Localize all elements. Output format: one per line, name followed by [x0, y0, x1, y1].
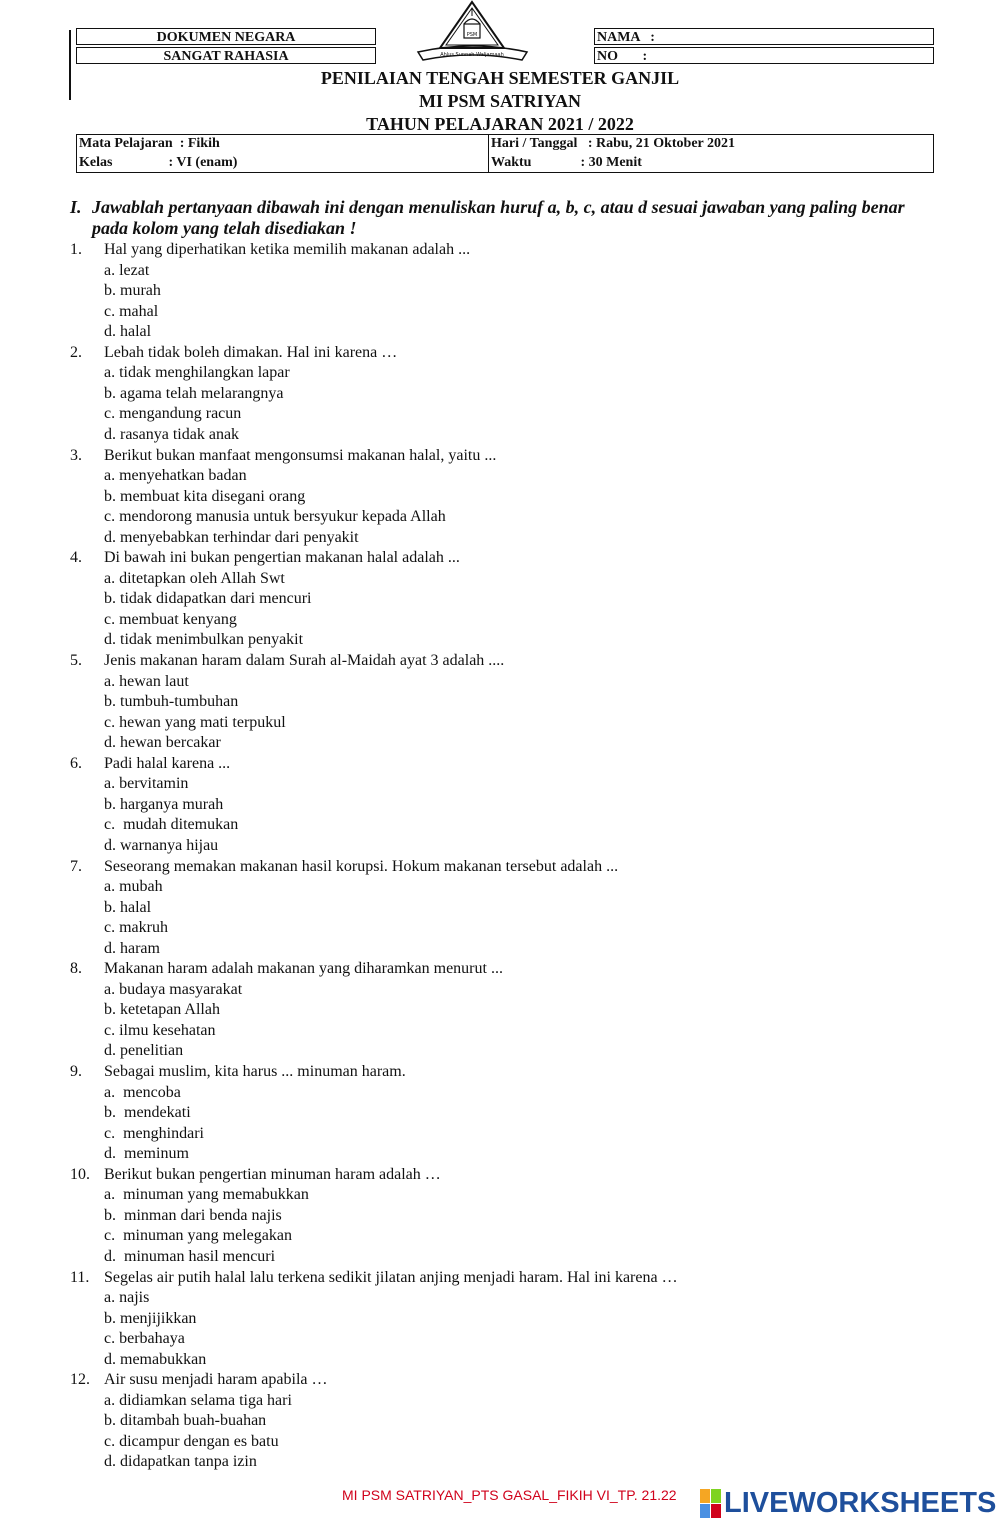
answer-option: c. mahal	[104, 302, 159, 320]
question-text: Sebagai muslim, kita harus ... minuman haram.	[104, 1063, 406, 1080]
answer-option: c. berbahaya	[104, 1330, 185, 1348]
answer-option: a. mubah	[104, 878, 163, 896]
answer-option: a. didiamkan selama tiga hari	[104, 1391, 292, 1409]
answer-option: a. ditetapkan oleh Allah Swt	[104, 569, 285, 587]
question-number: 9.	[70, 1063, 82, 1080]
liveworksheets-brand	[700, 1483, 996, 1523]
answer-option: d. warnanya hijau	[104, 836, 219, 854]
duration-field: Waktu : 30 Menit	[491, 155, 642, 170]
question-text: Di bawah ini bukan pengertian makanan halal adalah ...	[104, 549, 460, 567]
question-text: Lebah tidak boleh dimakan. Hal ini karena …	[104, 343, 398, 361]
question-number: 3.	[70, 446, 82, 464]
question-text: Makanan haram adalah makanan yang diharamkan menurut ...	[104, 960, 503, 978]
question-text: Air susu menjadi haram apabila …	[104, 1371, 328, 1389]
question-text: Hal yang diperhatikan ketika memilih makanan adalah ...	[104, 241, 471, 258]
answer-option: b. agama telah melarangnya	[104, 384, 284, 402]
answer-option: a. najis	[104, 1289, 150, 1307]
question-number: 11.	[70, 1268, 90, 1286]
doc-class-1: DOKUMEN NEGARA	[156, 30, 296, 45]
question-number: 5.	[70, 652, 82, 669]
logo-top-text: PSM	[466, 32, 478, 38]
liveworksheets-icon	[700, 1488, 722, 1518]
subject-field: Mata Pelajaran : Fikih	[79, 136, 220, 151]
answer-option: d. tidak menimbulkan penyakit	[104, 631, 304, 649]
question-text: Padi halal karena ...	[104, 754, 231, 772]
answer-option: b. mendekati	[104, 1104, 191, 1122]
answer-option: b. minman dari benda najis	[104, 1206, 282, 1224]
academic-year: TAHUN PELAJARAN 2021 / 2022	[366, 114, 634, 134]
class-field: Kelas : VI (enam)	[79, 155, 238, 170]
answer-option: c. menghindari	[104, 1124, 204, 1142]
answer-option: c. hewan yang mati terpukul	[104, 713, 286, 731]
question-number: 12.	[70, 1371, 90, 1389]
answer-option: c. mengandung racun	[104, 405, 242, 423]
question-number: 2.	[70, 343, 82, 361]
answer-option: b. ketetapan Allah	[104, 1001, 220, 1019]
brand-name: LIVEWORKSHEETS	[724, 1486, 997, 1519]
answer-option: b. ditambah buah-buahan	[104, 1412, 267, 1430]
section-number: I.	[70, 197, 82, 217]
answer-option: a. menyehatkan badan	[104, 467, 247, 485]
doc-class-box-2	[76, 47, 376, 64]
nama-field	[594, 28, 934, 45]
question-text: Seseorang memakan makanan hasil korupsi. Hokum makanan tersebut adalah ...	[104, 857, 619, 875]
instruction-text: Jawablah pertanyaan dibawah ini dengan menuliskan huruf a, b, c, atau d sesuai jawaban yang paling benar pada kolom yang telah disediakan !	[92, 197, 905, 238]
answer-option: b. murah	[104, 282, 161, 300]
school-logo	[410, 0, 535, 68]
no-field	[594, 47, 934, 64]
answer-option: d. halal	[104, 323, 152, 341]
answer-option: c. dicampur dengan es batu	[104, 1432, 279, 1450]
question-text: Berikut bukan pengertian minuman haram adalah …	[104, 1165, 441, 1183]
answer-option: d. minuman hasil mencuri	[104, 1247, 276, 1265]
question-number: 7.	[70, 857, 82, 875]
question-text: Segelas air putih halal lalu terkena sedikit jilatan anjing menjadi haram. Hal ini karena …	[104, 1268, 678, 1286]
answer-option: b. halal	[104, 898, 152, 916]
answer-option: b. tumbuh-tumbuhan	[104, 693, 239, 711]
footer-text: MI PSM SATRIYAN_PTS GASAL_FIKIH VI_TP. 21.22	[342, 1487, 677, 1503]
question-number: 1.	[70, 241, 82, 258]
answer-option: c. ilmu kesehatan	[104, 1021, 216, 1039]
question-number: 6.	[70, 754, 82, 772]
answer-option: d. meminum	[104, 1145, 189, 1163]
nama-label: NAMA :	[597, 30, 655, 45]
answer-option: c. mendorong manusia untuk bersyukur kepada Allah	[104, 508, 446, 526]
answer-option: d. didapatkan tanpa izin	[104, 1453, 257, 1471]
exam-info-table	[76, 134, 934, 173]
answer-option: a. lezat	[104, 261, 150, 279]
answer-option: d. memabukkan	[104, 1350, 207, 1368]
answer-option: b. tidak didapatkan dari mencuri	[104, 590, 312, 608]
doc-class-2: SANGAT RAHASIA	[163, 49, 289, 64]
date-field: Hari / Tanggal : Rabu, 21 Oktober 2021	[491, 136, 736, 151]
answer-option: c. minuman yang melegakan	[104, 1227, 292, 1245]
answer-option: d. rasanya tidak anak	[104, 425, 240, 443]
question-number: 10.	[70, 1165, 90, 1183]
answer-option: c. membuat kenyang	[104, 610, 237, 628]
exam-title: PENILAIAN TENGAH SEMESTER GANJIL	[320, 68, 680, 88]
answer-option: c. mudah ditemukan	[104, 816, 239, 834]
question-number: 8.	[70, 960, 82, 978]
answer-option: b. menjijikkan	[104, 1309, 197, 1327]
answer-option: a. bervitamin	[104, 775, 189, 793]
logo-ribbon-text: Ahlus Sunnah Waljamaah	[440, 52, 504, 58]
answer-option: a. tidak menghilangkan lapar	[104, 364, 290, 382]
question-text: Jenis makanan haram dalam Surah al-Maidah ayat 3 adalah ....	[104, 652, 505, 669]
answer-option: d. hewan bercakar	[104, 734, 221, 752]
answer-option: a. hewan laut	[104, 672, 189, 690]
answer-option: a. budaya masyarakat	[104, 980, 243, 998]
answer-option: b. membuat kita disegani orang	[104, 487, 306, 505]
no-label: NO :	[597, 49, 648, 64]
answer-option: c. makruh	[104, 919, 168, 937]
answer-option: d. haram	[104, 939, 160, 957]
answer-option: a. minuman yang memabukkan	[104, 1186, 309, 1204]
answer-option: d. penelitian	[104, 1042, 184, 1060]
info-divider	[488, 135, 489, 172]
question-number: 4.	[70, 549, 82, 567]
answer-option: d. menyebabkan terhindar dari penyakit	[104, 528, 359, 546]
school-name: MI PSM SATRIYAN	[418, 91, 582, 111]
doc-class-box-1	[76, 28, 376, 45]
question-text: Berikut bukan manfaat mengonsumsi makanan halal, yaitu ...	[104, 446, 497, 464]
answer-option: a. mencoba	[104, 1083, 181, 1101]
answer-option: b. harganya murah	[104, 795, 224, 813]
